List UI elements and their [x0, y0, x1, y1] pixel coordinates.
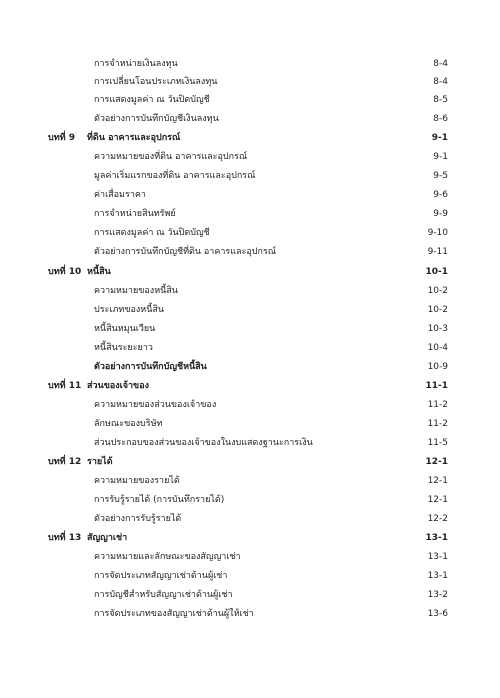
page-number: 11-2 [427, 419, 448, 429]
page-number: 9-6 [433, 190, 448, 200]
entry-title: ตัวอย่างการรับรู้รายได้ [94, 514, 182, 524]
entry-title: หนี้สินระยะยาว [94, 343, 153, 353]
entry-title: มูลค่าเริ่มแรกของที่ดิน อาคารและอุปกรณ์ [94, 171, 256, 181]
page-number: 10-4 [427, 343, 448, 353]
page-number: 8-6 [433, 114, 448, 124]
entry-title: ส่วนประกอบของส่วนของเจ้าของในงบแสดงฐานะการเงิน [94, 438, 313, 448]
page-number: 9-1 [433, 152, 448, 162]
toc-entry-row [0, 284, 500, 298]
toc-entry-row [0, 341, 500, 355]
page-number: 11-1 [425, 381, 448, 391]
entry-title: ความหมายของส่วนของเจ้าของ [94, 400, 217, 410]
entry-title: ตัวอย่างการบันทึกบัญชีเงินลงทุน [94, 114, 219, 124]
chapter-label: บทที่ 9 [48, 133, 75, 143]
page-number: 13-2 [427, 590, 448, 600]
entry-title: การจำหน่ายสินทรัพย์ [94, 209, 176, 219]
page-number: 12-1 [427, 495, 448, 505]
toc-entry-row [0, 417, 500, 431]
entry-title: ความหมายและลักษณะของสัญญาเช่า [94, 552, 241, 562]
entry-title: ตัวอย่างการบันทึกบัญชีที่ดิน อาคารและอุปกรณ์ [94, 247, 277, 257]
toc-entry-row [0, 93, 500, 107]
chapter-title: รายได้ [87, 457, 113, 467]
toc-entry-row [0, 75, 500, 89]
toc-entry-row [0, 207, 500, 221]
entry-title: ความหมายของที่ดิน อาคารและอุปกรณ์ [94, 152, 248, 162]
entry-title: การจัดประเภทสัญญาเช่าด้านผู้เช่า [94, 571, 228, 581]
toc-entry-row [0, 150, 500, 164]
page-number: 10-3 [427, 324, 448, 334]
toc-chapter-row [0, 379, 500, 393]
page-number: 13-6 [427, 609, 448, 619]
chapter-title: ส่วนของเจ้าของ [87, 381, 150, 391]
page-number: 11-5 [427, 438, 448, 448]
toc-entry-row [0, 322, 500, 336]
toc-entry-row [0, 360, 500, 374]
entry-title: ประเภทของหนี้สิน [94, 305, 165, 315]
toc-entry-row [0, 569, 500, 583]
toc-entry-row [0, 493, 500, 507]
toc-chapter-row [0, 265, 500, 279]
chapter-title: ที่ดิน อาคารและอุปกรณ์ [87, 133, 181, 143]
chapter-title: หนี้สิน [87, 267, 111, 277]
entry-title: ลักษณะของบริษัท [94, 419, 163, 429]
page-number: 8-4 [433, 59, 448, 69]
toc-entry-row [0, 169, 500, 183]
page-number: 8-5 [433, 95, 448, 105]
toc-entry-row [0, 550, 500, 564]
page-number: 9-11 [427, 247, 448, 257]
toc-entry-row [0, 112, 500, 126]
page-number: 9-5 [433, 171, 448, 181]
entry-title: การแสดงมูลค่า ณ วันปิดบัญชี [94, 228, 210, 238]
chapter-label: บทที่ 10 [48, 267, 82, 277]
toc-entry-row [0, 188, 500, 202]
toc-entry-row [0, 512, 500, 526]
entry-title: การจัดประเภทของสัญญาเช่าด้านผู้ให้เช่า [94, 609, 254, 619]
entry-title: การจำหน่ายเงินลงทุน [94, 59, 178, 69]
page-number: 12-1 [425, 457, 448, 467]
toc-entry-row [0, 607, 500, 621]
page-number: 9-1 [431, 133, 448, 143]
chapter-label: บทที่ 13 [48, 533, 82, 543]
chapter-label: บทที่ 11 [48, 381, 82, 391]
page-number: 13-1 [425, 533, 448, 543]
toc-chapter-row [0, 455, 500, 469]
page-number: 10-2 [427, 305, 448, 315]
toc-entry-row [0, 588, 500, 602]
toc-entry-row [0, 245, 500, 259]
page-number: 13-1 [427, 552, 448, 562]
toc-chapter-row [0, 131, 500, 145]
toc-chapter-row [0, 531, 500, 545]
page-number: 8-4 [433, 77, 448, 87]
entry-title: การแสดงมูลค่า ณ วันปิดบัญชี [94, 95, 210, 105]
entry-title: การเปลี่ยนโอนประเภทเงินลงทุน [94, 77, 218, 87]
page-number: 10-2 [427, 286, 448, 296]
page-number: 11-2 [427, 400, 448, 410]
entry-title: ความหมายของหนี้สิน [94, 286, 178, 296]
entry-title: ความหมายของรายได้ [94, 476, 180, 486]
toc-entry-row [0, 436, 500, 450]
entry-title: ตัวอย่างการบันทึกบัญชีหนี้สิน [94, 362, 207, 372]
chapter-title: สัญญาเช่า [87, 533, 128, 543]
toc-entry-row [0, 57, 500, 71]
chapter-label: บทที่ 12 [48, 457, 82, 467]
entry-title: หนี้สินหมุนเวียน [94, 324, 156, 334]
toc-entry-row [0, 303, 500, 317]
toc-entry-row [0, 398, 500, 412]
entry-title: ค่าเสื่อมราคา [94, 190, 146, 200]
toc-entry-row [0, 226, 500, 240]
page-number: 10-1 [425, 267, 448, 277]
toc-entry-row [0, 474, 500, 488]
page-number: 9-10 [427, 228, 448, 238]
page-number: 12-2 [427, 514, 448, 524]
entry-title: การบัญชีสำหรับสัญญาเช่าด้านผู้เช่า [94, 590, 233, 600]
entry-title: การรับรู้รายได้ (การบันทึกรายได้) [94, 495, 225, 505]
page-number: 9-9 [433, 209, 448, 219]
page-number: 12-1 [427, 476, 448, 486]
page-number: 13-1 [427, 571, 448, 581]
page-number: 10-9 [427, 362, 448, 372]
